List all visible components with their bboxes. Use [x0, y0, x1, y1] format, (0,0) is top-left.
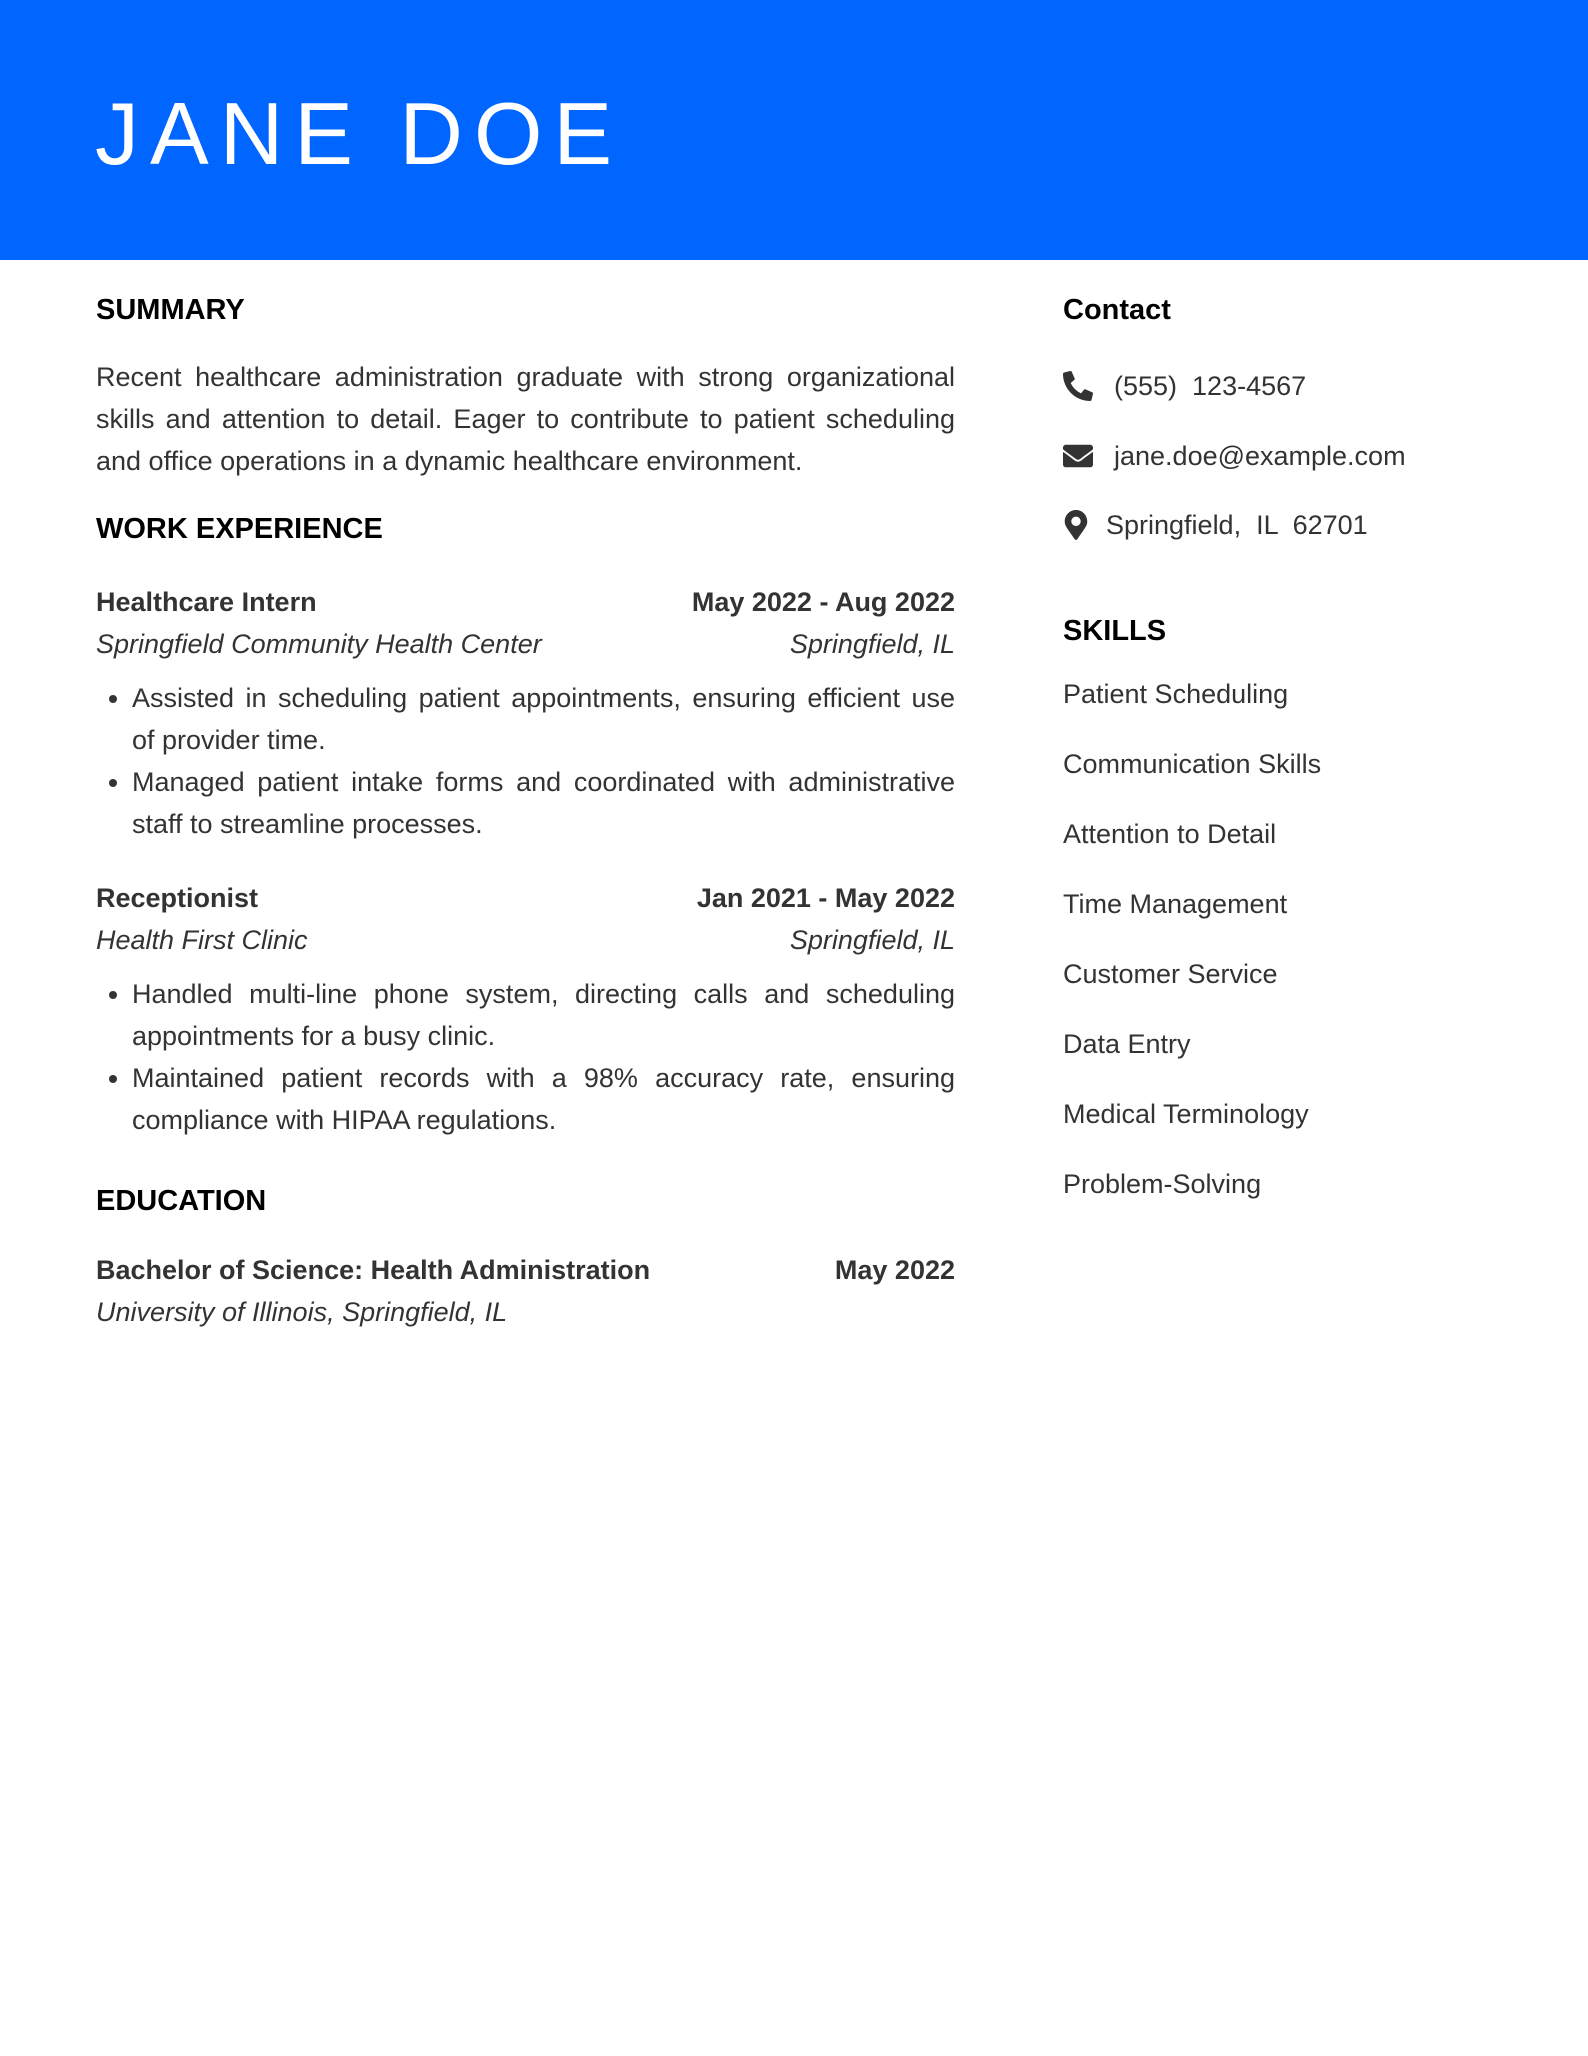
summary-text: Recent healthcare administration graduate with strong organizational skills and attention to detail. Eager to contribute to patient scheduling and office operations in a dynamic healthcare environment.: [96, 362, 955, 476]
sidebar-column: [1063, 260, 1523, 1233]
job-entry: [96, 581, 955, 845]
summary-heading: SUMMARY: [96, 294, 245, 326]
skills-heading: SKILLS: [1063, 615, 1167, 647]
job-bullets: [96, 973, 955, 1141]
phone-icon: [1063, 371, 1093, 401]
work-experience-heading: WORK EXPERIENCE: [96, 513, 383, 545]
school: University of Illinois, Springfield, IL: [96, 1297, 508, 1327]
job-bullet: • Handled multi-line phone system, directing calls and scheduling appointments for a busy clinic.: [132, 973, 955, 1057]
map-pin-icon: [1063, 510, 1089, 540]
job-location: Springfield, IL: [789, 925, 955, 955]
job-role: Receptionist: [96, 883, 259, 913]
job-dates: Jan 2021 - May 2022: [696, 883, 955, 913]
contact-phone: [1063, 365, 1523, 407]
skill-item: Attention to Detail: [1063, 819, 1277, 849]
candidate-name: JANE DOE: [95, 84, 624, 183]
job-entry: [96, 877, 955, 1141]
job-role: Healthcare Intern: [96, 587, 317, 617]
job-organization: Health First Clinic: [96, 925, 308, 955]
degree: Bachelor of Science: Health Administration: [96, 1255, 651, 1285]
skill-item: Data Entry: [1063, 1029, 1191, 1059]
main-column: [96, 260, 955, 1333]
skill-item: Patient Scheduling: [1063, 679, 1289, 709]
skill-item: Time Management: [1063, 889, 1288, 919]
header-banner: [0, 0, 1588, 260]
contact-location: [1063, 504, 1523, 546]
skills-list: [1063, 673, 1523, 1205]
contact-email: [1063, 435, 1523, 477]
job-bullet: • Managed patient intake forms and coordinated with administrative staff to streamline processes.: [132, 761, 955, 845]
location-text: Springfield, IL 62701: [1106, 510, 1368, 540]
skill-item: Problem-Solving: [1063, 1169, 1262, 1199]
job-location: Springfield, IL: [789, 629, 955, 659]
email-address[interactable]: jane.doe@example.com: [1114, 441, 1406, 471]
skill-item: Medical Terminology: [1063, 1099, 1309, 1129]
job-bullet: • Assisted in scheduling patient appointments, ensuring efficient use of provider time.: [132, 677, 955, 761]
education-entry: [96, 1249, 955, 1333]
skill-item: Communication Skills: [1063, 749, 1322, 779]
envelope-icon: [1063, 441, 1093, 471]
contact-heading: Contact: [1063, 294, 1171, 326]
job-dates: May 2022 - Aug 2022: [691, 587, 955, 617]
skill-item: Customer Service: [1063, 959, 1278, 989]
job-bullets: [96, 677, 955, 845]
education-heading: EDUCATION: [96, 1185, 267, 1217]
graduation-date: May 2022: [834, 1255, 955, 1285]
phone-number[interactable]: (555) 123-4567: [1114, 371, 1307, 401]
job-organization: Springfield Community Health Center: [96, 629, 542, 659]
job-bullet: • Maintained patient records with a 98% accuracy rate, ensuring compliance with HIPAA regulations.: [132, 1057, 955, 1141]
